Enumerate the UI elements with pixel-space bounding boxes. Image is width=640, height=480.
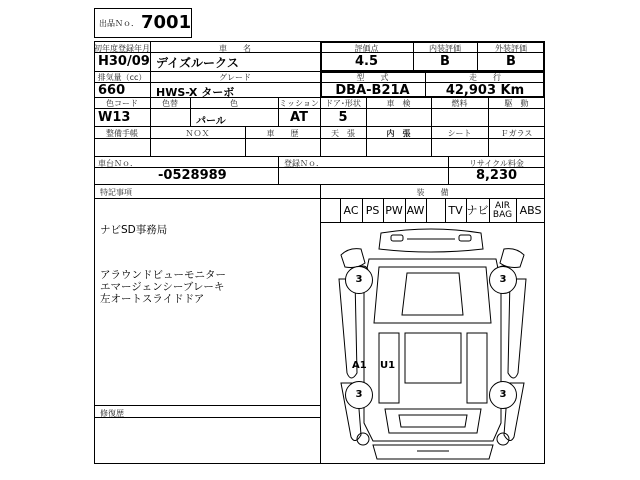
damage-code-a1: A1 <box>352 360 367 371</box>
equipment-aw: AW <box>406 204 425 217</box>
car-name-value: デイズルークス <box>156 56 239 70</box>
repair-section-label: 修復歴 <box>100 409 124 418</box>
note-line-1: ナビSD事務局 <box>100 224 168 236</box>
equipment-ps: PS <box>365 204 380 217</box>
label-roof: 天 張 <box>331 129 355 138</box>
label-nox: ＮＯＸ <box>185 129 210 138</box>
label-mileage: 走 行 <box>469 73 501 82</box>
divider <box>94 405 320 406</box>
damage-marker-rear-left: 3 <box>345 381 373 409</box>
color-value: パール <box>196 116 226 127</box>
label-color-type: 色替 <box>162 99 178 108</box>
interior-value: B <box>440 54 450 69</box>
mileage-value: 42,903 Km <box>445 83 525 98</box>
year-reg-value: H30/09 <box>98 54 150 69</box>
label-transmission: ミッション <box>279 99 319 108</box>
label-inspection: 車 検 <box>386 99 411 108</box>
score-value: 4.5 <box>354 54 379 69</box>
label-year-reg: 初年度登録年月 <box>94 44 150 53</box>
label-score: 評価点 <box>354 44 379 53</box>
label-chassis: 車台Ｎｏ． <box>98 159 138 168</box>
note-line-3: エマージェンシーブレーキ <box>100 281 225 293</box>
label-seat: シート <box>447 129 472 138</box>
divider <box>94 156 545 157</box>
damage-marker-rear-right: 3 <box>489 381 517 409</box>
grade-value: HWS-X ターボ <box>156 86 235 99</box>
equipment-airbag: AIR BAG <box>492 201 513 220</box>
note-line-4: 左オートスライドドア <box>100 293 205 305</box>
equipment-navi: ナビ <box>466 204 489 217</box>
label-recycle: リサイクル料金 <box>469 159 524 168</box>
exterior-value: B <box>506 54 516 69</box>
equipment-abs: ABS <box>519 204 542 217</box>
equipment-pw: PW <box>385 204 403 217</box>
equipment-blank <box>426 200 445 222</box>
note-line-2: アラウンドビューモニター <box>100 269 226 281</box>
label-grade: グレード <box>219 73 251 82</box>
notes-section-label: 特記事項 <box>100 188 132 197</box>
transmission-value: AT <box>290 110 308 125</box>
lot-number: 7001 <box>141 12 192 33</box>
label-fuel: 燃料 <box>451 99 468 108</box>
divider <box>94 417 320 418</box>
lot-number-box <box>94 8 192 38</box>
divider <box>278 156 279 184</box>
label-history: 車 歴 <box>266 129 299 138</box>
label-manual: 整備手帳 <box>106 129 138 138</box>
label-displacement: 排気量（cc） <box>97 73 147 82</box>
label-color-code: 色コード <box>106 99 138 108</box>
equipment-section-label: 装 備 <box>416 188 449 197</box>
damage-marker-front-left: 3 <box>345 266 373 294</box>
label-model: 型 式 <box>356 73 389 82</box>
car-damage-diagram <box>321 223 544 463</box>
label-exterior: 外装評価 <box>495 44 527 53</box>
doors-value: 5 <box>338 110 348 125</box>
label-car-name: 車 名 <box>219 44 251 53</box>
label-registration: 登録Ｎｏ． <box>284 159 324 168</box>
label-glass: Ｆガラス <box>500 129 533 138</box>
label-doors: ドア･形状 <box>325 99 361 108</box>
equipment-ac: AC <box>343 204 359 217</box>
recycle-value: 8,230 <box>475 168 518 183</box>
damage-code-u1: U1 <box>380 360 396 371</box>
damage-marker-front-right: 3 <box>489 266 517 294</box>
displacement-value: 660 <box>98 83 126 98</box>
chassis-value: -0528989 <box>158 168 227 183</box>
label-color: 色 <box>230 99 238 108</box>
lot-number-label: 出品Ｎｏ． <box>99 19 139 28</box>
color-code-value: W13 <box>98 110 131 125</box>
label-interior-trim: 内 張 <box>386 129 411 138</box>
label-drive: 駆 動 <box>504 99 529 108</box>
label-interior: 内装評価 <box>429 44 461 53</box>
model-value: DBA-B21A <box>335 83 410 98</box>
equipment-tv: TV <box>448 204 463 217</box>
